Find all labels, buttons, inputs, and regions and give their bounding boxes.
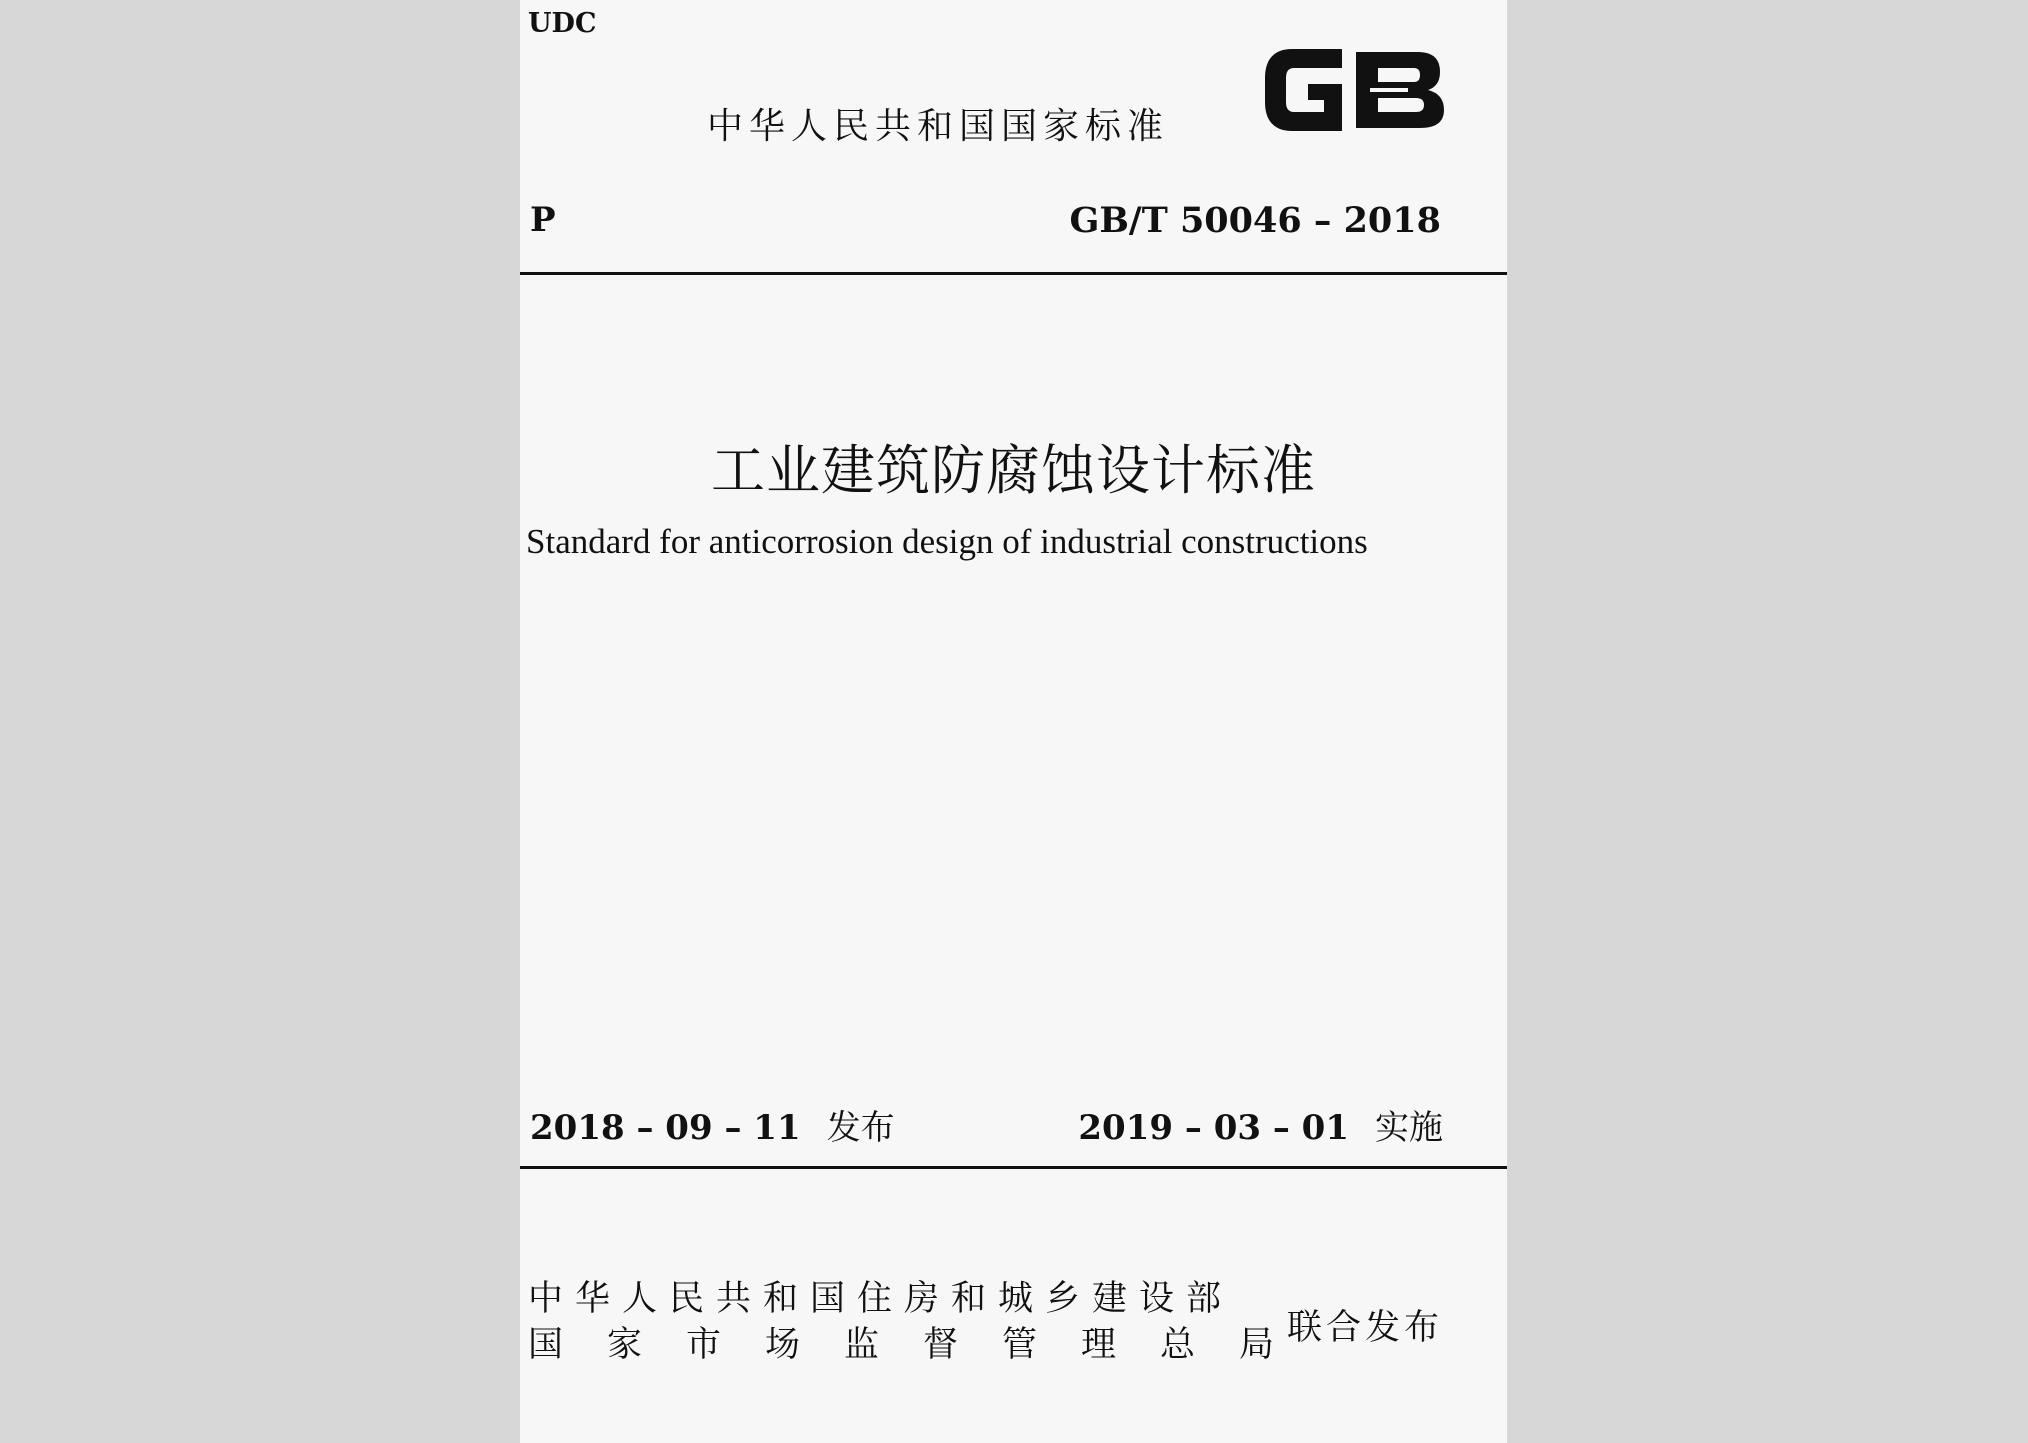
- implement-label: 实施: [1375, 1108, 1443, 1148]
- bottom-divider: [520, 1166, 1507, 1169]
- joint-release-label: 联合发布: [1286, 1308, 1443, 1348]
- issuer-administration: 国家市场监督管理总局: [528, 1325, 1319, 1365]
- implement-date-row: [1078, 1100, 1443, 1149]
- issue-date-row: [530, 1100, 895, 1149]
- udc-label: UDC: [528, 8, 597, 39]
- document-page: [520, 0, 1507, 1443]
- issue-label: 发布: [826, 1108, 895, 1148]
- top-divider: [520, 272, 1507, 275]
- issuer-ministry: 中华人民共和国住房和城乡建设部: [528, 1279, 1234, 1319]
- national-standard-heading: 中华人民共和国国家标准: [707, 106, 1170, 147]
- implement-date: 2019 – 03 – 01: [1078, 1108, 1349, 1148]
- category-code: P: [530, 200, 556, 240]
- gb-logo-icon: [1258, 38, 1450, 142]
- title-chinese: 工业建筑防腐蚀设计标准: [711, 439, 1316, 502]
- issue-date: 2018 – 09 – 11: [530, 1108, 801, 1148]
- issuers-block: [528, 1276, 1318, 1368]
- standard-code: GB/T 50046 – 2018: [1069, 200, 1441, 241]
- title-english: Standard for anticorrosion design of industrial constructions: [526, 522, 1368, 561]
- gb-logo: [1258, 38, 1450, 142]
